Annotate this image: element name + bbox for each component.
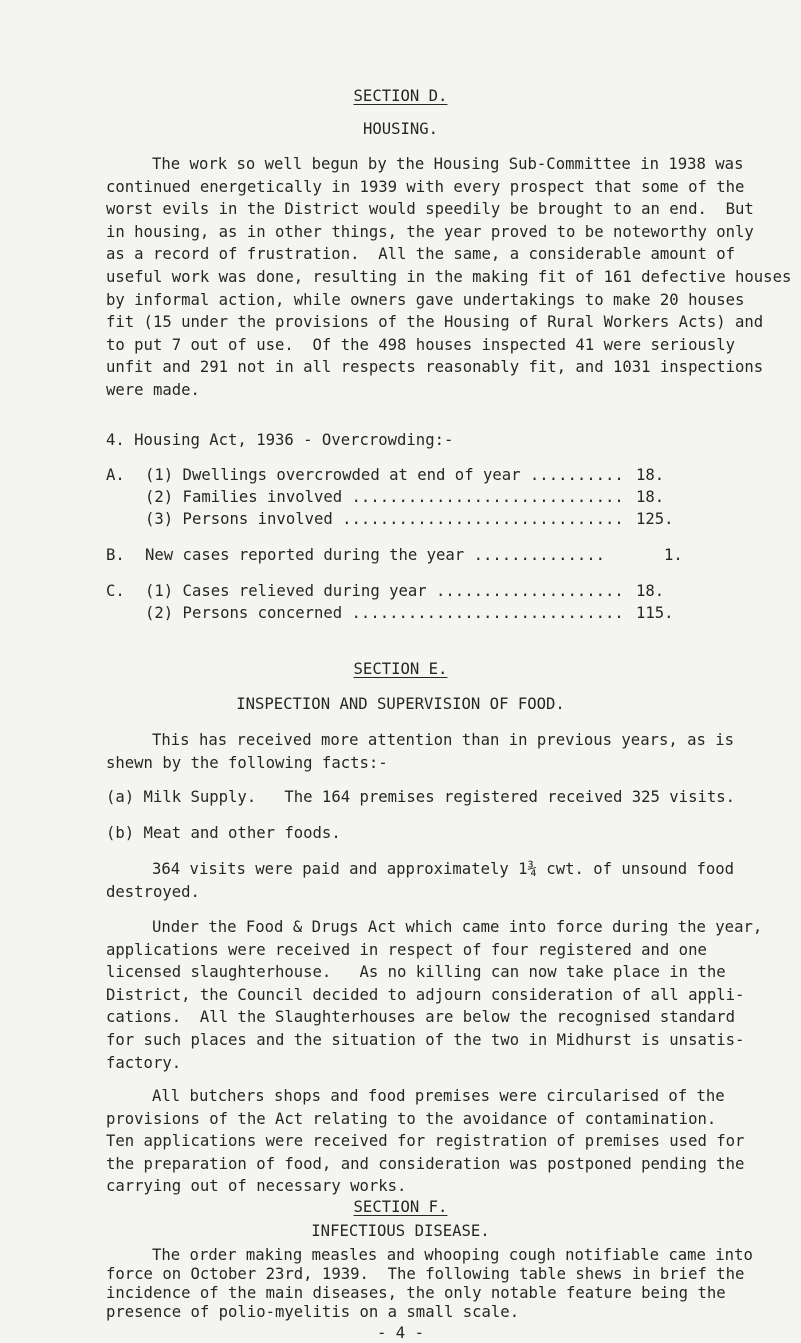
row-label: (2) Persons concerned ............................. [145,604,624,622]
overcrowding-row [145,510,624,528]
paragraph-line: applications were received in respect of four registered and one [106,940,707,959]
row-value: 1. [664,546,683,564]
section-d-subheading: HOUSING. [362,120,439,138]
housing-paragraph [106,155,791,404]
row-value: 115. [636,604,674,622]
paragraph-line: unfit and 291 not in all respects reasonably fit, and 1031 inspections [106,358,764,377]
paragraph-line: as a record of frustration. All the same, a considerable amount of [106,245,736,264]
paragraph-line: force on October 23rd, 1939. The following table shews in brief the [106,1265,745,1283]
overcrowding-title: 4. Housing Act, 1936 - Overcrowding:- [106,431,454,449]
paragraph-line: District, the Council decided to adjourn consideration of all appli- [106,985,745,1004]
paragraph-line: in housing, as in other things, the year proved to be noteworthy only [106,222,754,241]
paragraph-line: continued energetically in 1939 with every prospect that some of the [106,177,745,196]
overcrowding-row [145,582,624,600]
paragraph-line: 364 visits were paid and approximately 1¾ cwt. of unsound food [152,860,735,878]
paragraph-line: the preparation of food, and consideration was postponed pending the [106,1154,745,1173]
paragraph-line: incidence of the main diseases, the only notable feature being the [106,1284,726,1302]
paragraph-line: fit (15 under the provisions of the Housing of Rural Workers Acts) and [106,313,764,332]
row-label: (1) Dwellings overcrowded at end of year .......... [145,466,624,484]
row-label: (2) Families involved ............................. [145,488,624,506]
group-c-letter: C. [106,582,125,600]
row-value: 18. [636,582,665,600]
row-value: 18. [636,466,665,484]
butchers-paragraph [106,1087,744,1200]
paragraph-line: for such places and the situation of the two in Midhurst is unsatis- [106,1030,745,1049]
paragraph-line: Under the Food & Drugs Act which came into force during the year, [152,918,763,936]
overcrowding-row [145,546,605,564]
row-value: 125. [636,510,674,528]
overcrowding-row [145,604,624,622]
row-value: 18. [636,488,665,506]
group-b-letter: B. [106,546,125,564]
section-e-heading: SECTION E. [353,660,448,678]
paragraph-line: cations. All the Slaughterhouses are below the recognised standard [106,1008,736,1027]
paragraph-line: The work so well begun by the Housing Sub-Committee in 1938 was [152,155,744,173]
paragraph-line: All butchers shops and food premises were circularised of the [152,1087,725,1105]
paragraph-line: worst evils in the District would speedily be brought to an end. But [106,200,754,219]
paragraph-line: to put 7 out of use. Of the 498 houses inspected 41 were seriously [106,335,736,354]
paragraph-line: factory. [106,1053,182,1072]
paragraph-line: were made. [106,380,200,399]
paragraph-line: provisions of the Act relating to the avoidance of contamination. [106,1109,717,1128]
food-drugs-paragraph [106,918,762,1076]
row-label: New cases reported during the year .............. [145,546,606,564]
milk-supply-line: (a) Milk Supply. The 164 premises registered received 325 visits. [106,788,736,806]
paragraph-line: The order making measles and whooping cough notifiable came into [152,1246,753,1264]
group-a-letter: A. [106,466,125,484]
section-d-heading: SECTION D. [353,87,448,105]
paragraph-line: destroyed. [106,882,200,901]
paragraph-line: by informal action, while owners gave undertakings to make 20 houses [106,290,745,309]
paragraph-line: shewn by the following facts:- [106,753,388,772]
page-number: - 4 - [377,1324,424,1342]
meat-line: (b) Meat and other foods. [106,824,341,842]
section-e-subheading: INSPECTION AND SUPERVISION OF FOOD. [236,695,565,713]
meat-paragraph [106,860,734,905]
section-f-heading: SECTION F. [353,1198,448,1216]
paragraph-line: carrying out of necessary works. [106,1177,407,1196]
overcrowding-row [145,488,624,506]
section-f-subheading: INFECTIOUS DISEASE. [311,1222,490,1240]
overcrowding-row [145,466,624,484]
row-label: (3) Persons involved .............................. [145,510,624,528]
paragraph-line: Ten applications were received for registration of premises used for [106,1132,745,1151]
food-intro [106,731,734,776]
paragraph-line: useful work was done, resulting in the making fit of 161 defective houses [106,267,792,286]
paragraph-line: presence of polio-myelitis on a small scale. [106,1303,520,1321]
row-label: (1) Cases relieved during year .................... [145,582,624,600]
paragraph-line: This has received more attention than in previous years, as is [152,731,735,749]
paragraph-line: licensed slaughterhouse. As no killing can now take place in the [106,963,726,982]
